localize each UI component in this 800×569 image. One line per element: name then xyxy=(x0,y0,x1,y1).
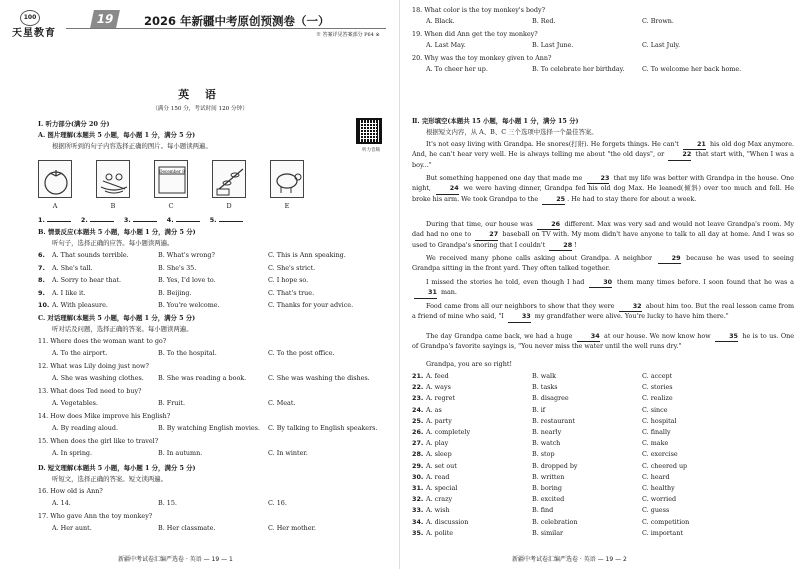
option-b[interactable]: B. nearly xyxy=(532,428,562,436)
cloze-blank[interactable]: 25 xyxy=(542,195,565,205)
option-c[interactable]: C. worried xyxy=(642,495,677,504)
question-number: 24. xyxy=(412,405,424,414)
option-b[interactable]: B. boring xyxy=(532,484,563,492)
question-text: 19. When did Ann get the toy monkey? xyxy=(412,30,538,38)
answer-blank-5[interactable] xyxy=(219,221,243,222)
question-text: 13. What does Ted need to buy? xyxy=(38,387,142,395)
option-b[interactable]: B. To the hospital. xyxy=(158,349,217,357)
option-b[interactable]: B. Yes, I'd love to. xyxy=(158,276,216,284)
option-a[interactable]: A. I like it. xyxy=(52,288,86,297)
question-number: 27. xyxy=(412,439,424,448)
option-b[interactable]: B. You're welcome. xyxy=(158,301,220,309)
passage-paragraph: I missed the stories he told, even though I had 30 them many times before. I soon found that he was a 31 man. xyxy=(412,278,794,299)
option-b[interactable]: B. if xyxy=(532,405,546,414)
answer-blank-2[interactable] xyxy=(90,221,114,222)
option-c[interactable]: C. exercise xyxy=(642,450,678,459)
subject-title: 英 语 xyxy=(178,88,222,101)
score-note: （满分 150 分，考试时间 120 分钟） xyxy=(152,106,248,112)
cloze-blank[interactable]: 28 xyxy=(549,241,572,251)
page-footer-right: 新疆中考试卷汇编严选卷 · 英语 — 19 — 2 xyxy=(512,555,627,563)
option-a[interactable]: A. Last May. xyxy=(426,41,466,49)
option-a[interactable]: A. With pleasure. xyxy=(52,301,108,309)
picture-e-sheep-icon xyxy=(270,160,304,198)
option-b[interactable]: B. written xyxy=(532,472,565,481)
option-b[interactable]: B. In autumn. xyxy=(158,449,203,457)
option-c[interactable]: C. heard xyxy=(642,472,670,481)
question-number: 31. xyxy=(412,484,424,492)
option-a[interactable]: A. ways xyxy=(426,383,451,392)
question-number: 26. xyxy=(412,428,424,436)
option-a[interactable]: A. She was washing clothes. xyxy=(52,374,144,382)
option-c[interactable]: C. Thanks for your advice. xyxy=(268,301,354,309)
question-text: 20. Why was the toy monkey given to Ann? xyxy=(412,54,552,62)
option-a[interactable]: A. completely xyxy=(426,428,471,436)
logo-text: 天星教育 xyxy=(12,28,56,39)
part2-title: Ⅱ. 完形填空(本题共 15 小题，每小题 1 分，满分 15 分) xyxy=(412,117,579,125)
right-page xyxy=(400,0,800,569)
option-a[interactable]: A. crazy xyxy=(426,495,453,504)
option-a[interactable]: A. set out xyxy=(426,461,457,470)
cloze-blank[interactable]: 31 xyxy=(414,288,437,298)
passage-paragraph: During that time, our house was 26 different. Max was very sad and would not leave Grandpa's room. My dad had no one to 27 baseball on TV with. My mom didn't have anyone to talk to all day at home. And I was so used to Grandpa's snoring that I couldn't 28 ! xyxy=(412,220,794,251)
option-b[interactable]: B. Beijing. xyxy=(158,288,192,297)
option-a[interactable]: A. Her aunt. xyxy=(52,524,92,532)
option-c[interactable]: C. 16. xyxy=(268,499,287,507)
question-text: 18. What color is the toy monkey's body? xyxy=(412,6,546,14)
option-a[interactable]: A. To cheer her up. xyxy=(426,65,488,73)
option-c[interactable]: C. Brown. xyxy=(642,17,674,25)
option-a[interactable]: A. That sounds terrible. xyxy=(52,251,129,259)
question-number: 35. xyxy=(412,528,424,537)
qr-code-icon[interactable] xyxy=(356,118,382,144)
option-c[interactable]: C. In winter. xyxy=(268,449,308,457)
option-c[interactable]: C. important xyxy=(642,528,683,537)
blank-label-3: 3. xyxy=(123,216,131,224)
option-a[interactable]: A. She's tall. xyxy=(52,263,93,272)
option-a[interactable]: A. play xyxy=(426,439,449,448)
cloze-blank[interactable]: 27 xyxy=(475,230,498,240)
option-a[interactable]: A. read xyxy=(426,472,450,481)
option-c[interactable]: C. healthy xyxy=(642,484,675,492)
option-c[interactable]: C. By talking to English speakers. xyxy=(268,424,378,432)
option-b[interactable]: B. By watching English movies. xyxy=(158,424,260,432)
question-number: 29. xyxy=(412,461,424,470)
question-text: 12. What was Lily doing just now? xyxy=(38,362,149,370)
option-c[interactable]: C. since xyxy=(642,405,668,414)
exam-title: 2026 年新疆中考原创预测卷（一） xyxy=(144,14,330,28)
passage-paragraph: We received many phone calls asking about Grandpa. A neighbor 29 because he was used to seeing Grandpa sitting in the front yard. They often talked together. xyxy=(412,254,794,273)
blank-label-2: 2. xyxy=(80,216,88,224)
page-footer-left: 新疆中考试卷汇编严选卷 · 英语 — 19 — 1 xyxy=(118,555,233,563)
option-a[interactable]: A. Vegetables. xyxy=(52,399,98,407)
answer-blank-1[interactable] xyxy=(47,221,71,222)
option-a[interactable]: A. To the airport. xyxy=(52,349,108,357)
option-b[interactable]: B. similar xyxy=(532,528,564,537)
option-b[interactable]: B. dropped by xyxy=(532,461,578,470)
picture-label-d: D xyxy=(226,202,232,210)
picture-label-a: A xyxy=(52,202,58,210)
answer-blank-4[interactable] xyxy=(176,221,200,222)
picture-a-tomato-icon xyxy=(38,160,72,198)
section-b-instructions: 听句子，选择正确的应答。每小题读两遍。 xyxy=(52,239,174,247)
option-c[interactable]: C. hospital xyxy=(642,416,677,425)
cloze-blank[interactable]: 26 xyxy=(537,220,560,230)
option-a[interactable]: A. party xyxy=(426,416,452,425)
question-number: 7. xyxy=(38,263,45,272)
answer-note: ※ 答案详见答案部分 P64 ※ xyxy=(316,32,380,38)
option-b[interactable]: B. stop xyxy=(532,450,555,459)
publisher-logo xyxy=(10,8,64,44)
cloze-blank[interactable]: 29 xyxy=(658,254,681,264)
blank-label-5: 5. xyxy=(209,216,217,224)
answer-blank-3[interactable] xyxy=(133,221,157,222)
option-a[interactable]: A. In spring. xyxy=(52,449,93,457)
option-c[interactable]: C. guess xyxy=(642,506,670,515)
section-c-title: C. 对话理解(本题共 5 小题，每小题 1 分，满分 5 分) xyxy=(38,314,196,322)
cloze-blank[interactable]: 22 xyxy=(668,150,691,160)
option-b[interactable]: B. watch xyxy=(532,439,561,448)
question-number: 25. xyxy=(412,416,424,425)
option-c[interactable]: C. competition xyxy=(642,517,690,526)
option-a[interactable]: A. special xyxy=(426,484,458,492)
option-b[interactable]: B. restaurant xyxy=(532,416,575,425)
option-b[interactable]: B. excited xyxy=(532,495,565,504)
option-c[interactable]: C. This is Ann speaking. xyxy=(268,251,346,259)
question-text: 11. Where does the woman want to go? xyxy=(38,337,167,345)
calendar-date: December 8 xyxy=(159,169,185,174)
cloze-blank[interactable]: 21 xyxy=(683,140,706,150)
cloze-blank[interactable]: 34 xyxy=(577,332,600,342)
option-b[interactable]: B. What's wrong? xyxy=(158,251,215,259)
option-c[interactable]: C. Her mother. xyxy=(268,524,316,532)
cloze-blank[interactable]: 32 xyxy=(619,302,642,312)
picture-options xyxy=(18,160,318,210)
cloze-blank[interactable]: 24 xyxy=(436,184,459,194)
option-c[interactable]: C. That's true. xyxy=(268,288,315,297)
option-c[interactable]: C. Meat. xyxy=(268,399,296,407)
option-c[interactable]: C. make xyxy=(642,439,669,448)
option-a[interactable]: A. sleep xyxy=(426,450,452,459)
option-c[interactable]: C. To welcome her back home. xyxy=(642,65,742,73)
paper-number-badge: 19 xyxy=(90,10,120,28)
picture-d-plant-icon xyxy=(212,160,246,198)
option-a[interactable]: A. wish xyxy=(426,506,450,515)
passage-paragraph: Grandpa, you are so right! xyxy=(426,360,513,368)
blank-label-4: 4. xyxy=(166,216,174,224)
part1-title: Ⅰ. 听力部分(满分 20 分) xyxy=(38,120,110,128)
question-text: 14. How does Mike improve his English? xyxy=(38,412,171,420)
passage-paragraph: It's not easy living with Grandpa. He snores(打鼾). He forgets things. He can't 21 his old dog Max anymore. And, he can't hear very well. He is always telling me about "the old days", or 22 that start with, "When I was a boy..." xyxy=(412,140,795,169)
option-b[interactable]: B. Her classmate. xyxy=(158,524,216,532)
option-c[interactable]: C. cheered up xyxy=(642,461,688,470)
question-number: 10. xyxy=(38,301,50,309)
passage-paragraph: The day Grandpa came back, we had a huge 34 at our house. We now know how 35 he is to us. One of Grandpa's favorite sayings is, "You never miss the water until the well runs dry." xyxy=(412,332,794,351)
option-a[interactable]: A. By reading aloud. xyxy=(52,424,118,432)
question-text: 15. When does the girl like to travel? xyxy=(38,437,159,445)
option-b[interactable]: B. 15. xyxy=(158,499,177,507)
answer-blanks-1-5 xyxy=(38,216,245,224)
cloze-blank[interactable]: 35 xyxy=(715,332,738,342)
option-a[interactable]: A. discussion xyxy=(426,517,469,526)
cloze-blank[interactable]: 23 xyxy=(587,174,610,184)
option-a[interactable]: A. as xyxy=(426,405,442,414)
blank-label-1: 1. xyxy=(38,216,45,224)
option-a[interactable]: A. regret xyxy=(426,394,456,403)
section-d-title: D. 短文理解(本题共 5 小题，每小题 1 分，满分 5 分) xyxy=(38,464,196,472)
option-b[interactable]: B. disagree xyxy=(532,394,569,403)
passage-paragraph: But something happened one day that made me 23 that my life was better with Grandpa in the house. One night, 24 we were having dinner, Grandpa fed his old dog Max. He leaned(倾斜) over too much and fell. He broke his arm. We took Grandpa to the 25 . He had to stay there for about a week. xyxy=(412,174,794,205)
section-b-title: B. 情景反应(本题共 5 小题，每小题 1 分，满分 5 分) xyxy=(38,228,196,236)
option-b[interactable]: B. Red. xyxy=(532,17,556,25)
question-number: 23. xyxy=(412,394,424,403)
section-d-instructions: 听短文，选择正确的答案。短文读两遍。 xyxy=(52,475,168,483)
question-number: 30. xyxy=(412,472,424,481)
picture-c-calendar-icon xyxy=(154,160,188,198)
picture-b-rowing-icon xyxy=(96,160,130,198)
question-number: 33. xyxy=(412,506,424,515)
logo-badge: 100 xyxy=(20,10,40,26)
question-number: 6. xyxy=(38,251,45,259)
question-text: 17. Who gave Ann the toy monkey? xyxy=(38,512,153,520)
option-b[interactable]: B. celebration xyxy=(532,517,578,526)
option-c[interactable]: C. stories xyxy=(642,383,673,392)
passage-paragraph: Food came from all our neighbors to show that they were 32 about him too. But the real lesson came from a friend of mine who said, "I 33 my grandfather were alive. You're lucky to have him there." xyxy=(412,302,794,323)
option-a[interactable]: A. Sorry to hear that. xyxy=(52,276,121,284)
option-b[interactable]: B. tasks xyxy=(532,383,558,392)
option-c[interactable]: C. She's strict. xyxy=(268,263,316,272)
option-a[interactable]: A. feed xyxy=(426,372,449,380)
option-a[interactable]: A. 14. xyxy=(52,499,71,507)
picture-label-c: C xyxy=(168,202,174,210)
picture-label-b: B xyxy=(110,202,116,210)
picture-label-e: E xyxy=(284,202,290,210)
option-a[interactable]: A. polite xyxy=(426,528,454,537)
question-number: 8. xyxy=(38,276,45,284)
option-c[interactable]: C. accept xyxy=(642,372,673,380)
question-text: 16. How old is Ann? xyxy=(38,487,103,495)
option-b[interactable]: B. walk xyxy=(532,372,556,380)
option-b[interactable]: B. Last June. xyxy=(532,41,574,49)
question-number: 22. xyxy=(412,383,424,392)
exam-header xyxy=(6,6,394,46)
option-b[interactable]: B. She's 35. xyxy=(158,263,197,272)
question-number: 21. xyxy=(412,372,424,380)
option-c[interactable]: C. To the post office. xyxy=(268,349,335,357)
question-number: 9. xyxy=(38,288,45,297)
section-a-instructions: 根据所听到的句子内容选择正确的图片。每小题读两遍。 xyxy=(52,142,212,150)
option-b[interactable]: B. find xyxy=(532,506,554,515)
qr-caption: 听力音频 xyxy=(362,148,380,153)
section-c-instructions: 听对话及问题，选择正确的答案。每小题读两遍。 xyxy=(52,325,193,333)
cloze-blank[interactable]: 33 xyxy=(508,312,531,322)
option-c[interactable]: C. She was washing the dishes. xyxy=(268,374,370,382)
cloze-blank[interactable]: 30 xyxy=(589,278,612,288)
question-number: 34. xyxy=(412,517,424,526)
question-number: 32. xyxy=(412,495,424,504)
option-b[interactable]: B. To celebrate her birthday. xyxy=(532,65,625,73)
section-a-title: A. 图片理解(本题共 5 小题，每小题 1 分，满分 5 分) xyxy=(38,131,196,139)
option-b[interactable]: B. Fruit. xyxy=(158,399,186,407)
option-c[interactable]: C. I hope so. xyxy=(268,276,309,284)
option-c[interactable]: C. realize xyxy=(642,394,673,403)
option-c[interactable]: C. finally xyxy=(642,428,671,436)
option-c[interactable]: C. Last July. xyxy=(642,41,681,49)
question-number: 28. xyxy=(412,450,424,459)
option-a[interactable]: A. Black. xyxy=(426,17,455,25)
part2-instructions: 根据短文内容，从 A、B、C 三个选项中选择一个最佳答案。 xyxy=(426,128,598,136)
option-b[interactable]: B. She was reading a book. xyxy=(158,374,247,382)
